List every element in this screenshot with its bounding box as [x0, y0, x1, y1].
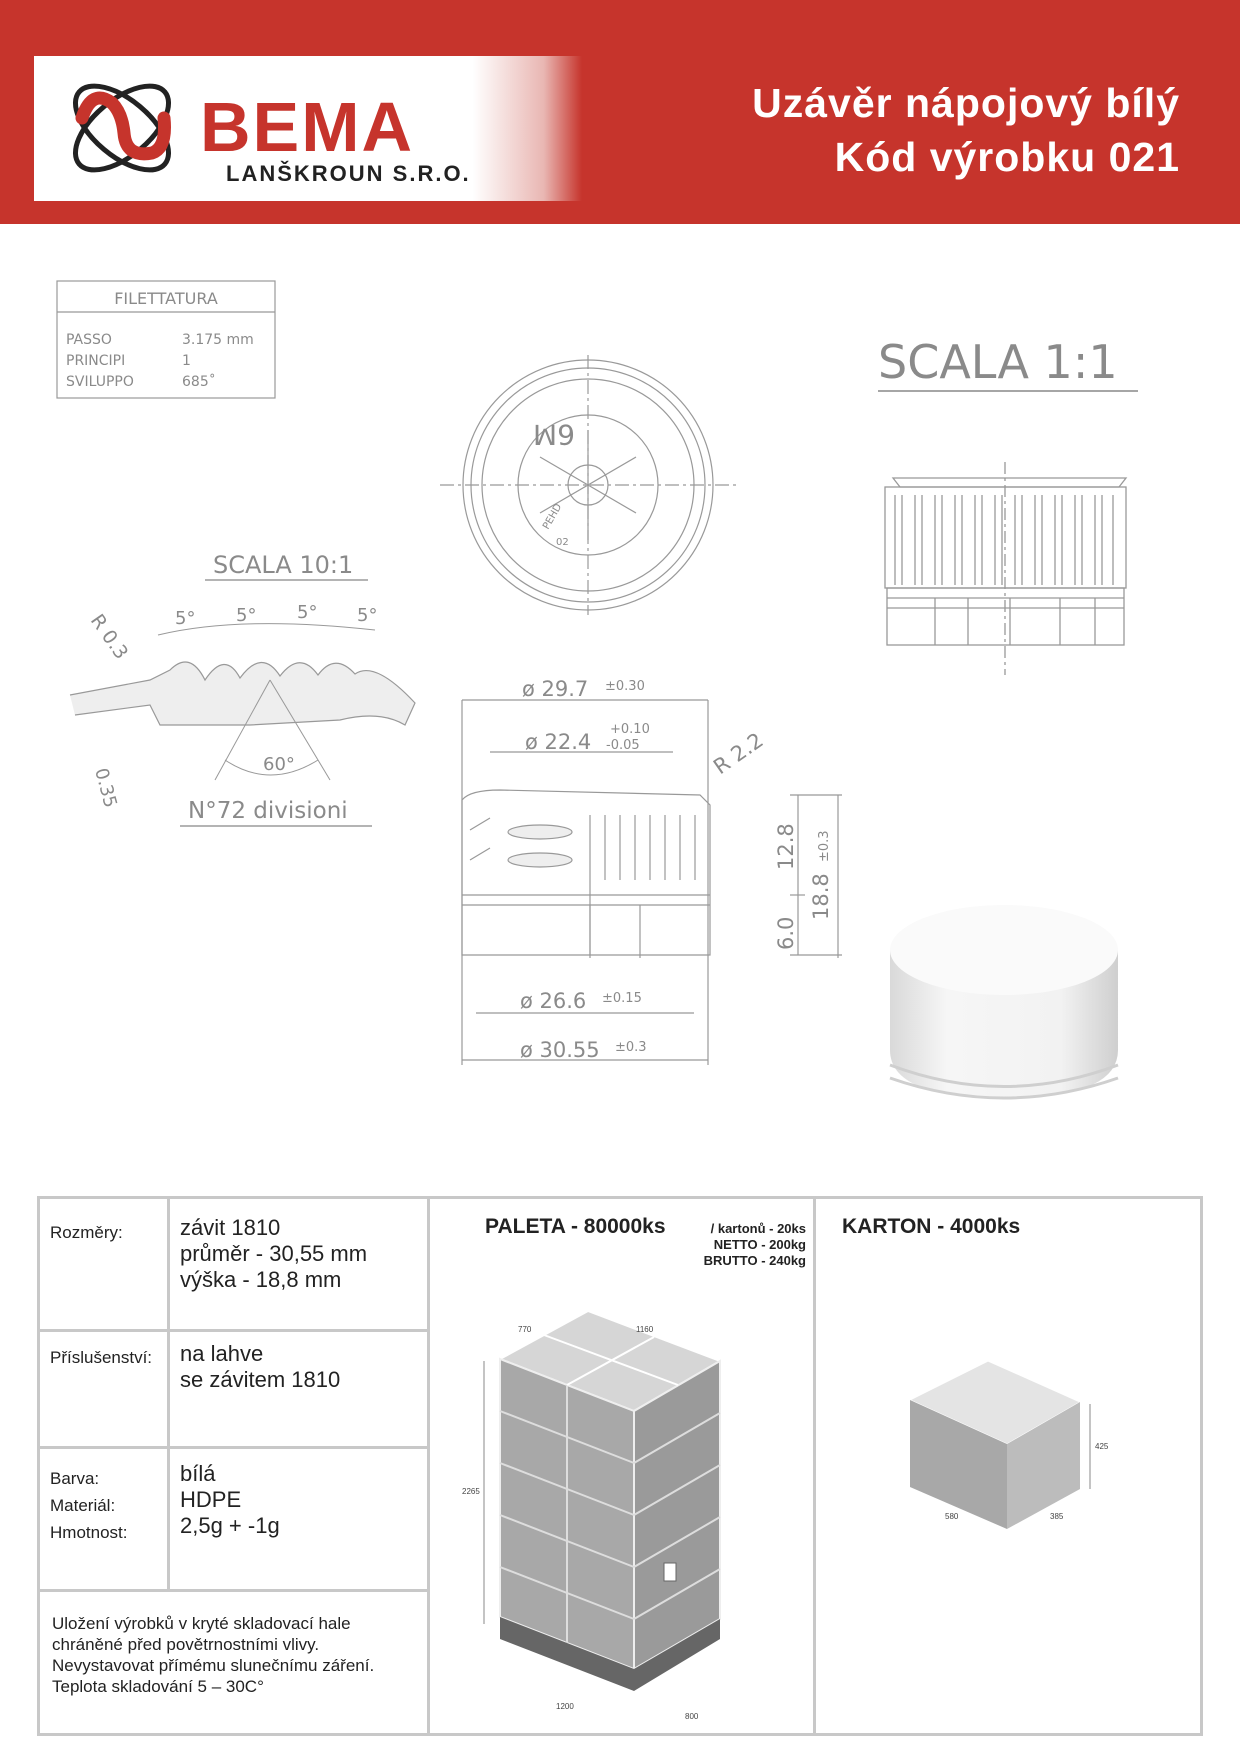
bema-emblem-icon — [52, 58, 192, 198]
detail-radius-top: R 0.3 — [85, 610, 133, 664]
barva-label: Barva: — [50, 1469, 100, 1488]
storage-line: Nevystavovat přímému slunečnímu záření. — [52, 1656, 375, 1675]
material-label: Materiál: — [50, 1496, 116, 1515]
cap-side-view — [885, 462, 1126, 675]
dim-height-total: 18.8 — [809, 873, 833, 920]
company-logo — [34, 56, 582, 201]
dim-inner: ø 22.4 — [525, 730, 592, 754]
cap-top-view — [440, 355, 736, 615]
storage-line: Uložení výrobků v kryté skladovací hale — [52, 1614, 351, 1633]
paleta-note: NETTO - 200kg — [713, 1237, 806, 1252]
pallet-illustration — [440, 1299, 800, 1729]
karton-dim-height: 425 — [1095, 1442, 1109, 1451]
scale-main-label: SCALA 1:1 — [878, 335, 1118, 389]
filettatura-principi-value: 1 — [182, 353, 191, 369]
brand-subtitle: LANŠKROUN S.R.O. — [226, 161, 471, 186]
filettatura-title: FILETTATURA — [114, 289, 218, 308]
detail-offset: 0.35 — [90, 765, 121, 811]
detail-divisions: N°72 divisioni — [188, 798, 348, 824]
cap-mark-material: PEHD — [541, 502, 565, 532]
paleta-dim-bottom-left: 1200 — [556, 1702, 574, 1711]
product-title: Uzávěr nápojový bílý — [752, 80, 1180, 126]
thread-detail — [70, 551, 415, 826]
filettatura-table — [57, 281, 275, 398]
hmotnost-label: Hmotnost: — [50, 1523, 128, 1542]
detail-angle-2: 5° — [236, 605, 257, 626]
filettatura-passo-label: PASSO — [66, 332, 112, 348]
karton-dim-left: 580 — [945, 1512, 959, 1521]
dim-height-band: 6.0 — [774, 916, 798, 950]
rozmery-value: výška - 18,8 mm — [180, 1267, 342, 1292]
paleta-notes — [680, 1221, 806, 1269]
dim-band-tol: ±0.15 — [602, 991, 642, 1006]
hmotnost-value: 2,5g + -1g — [180, 1513, 280, 1538]
rozmery-value: průměr - 30,55 mm — [180, 1241, 368, 1266]
detail-angle-1: 5° — [175, 608, 196, 629]
detail-angle-4: 5° — [357, 605, 378, 626]
dim-inner-tol-minus: -0.05 — [606, 738, 640, 753]
product-code: Kód výrobku 021 — [834, 134, 1180, 180]
cap-section-view — [462, 700, 842, 1065]
section-dimension-labels — [520, 677, 833, 1062]
detail-angle-bottom: 60° — [263, 754, 295, 775]
paleta-dim-top-left: 770 — [518, 1325, 532, 1334]
props-values — [180, 1461, 280, 1539]
rozmery-label: Rozměry: — [50, 1223, 123, 1242]
dim-outer-top: ø 29.7 — [522, 677, 589, 701]
paleta-dim-height: 2265 — [462, 1487, 480, 1496]
dim-inner-tol-plus: +0.10 — [610, 722, 650, 737]
technical-drawing — [0, 224, 1240, 1184]
prislusenstvi-values — [180, 1341, 340, 1393]
dim-radius: R 2.2 — [709, 728, 768, 780]
paleta-dim-top-right: 1160 — [636, 1325, 654, 1334]
brand-name: BEMA — [200, 88, 415, 166]
karton-dim-right: 385 — [1050, 1512, 1064, 1521]
cap-mark-code: 6M — [533, 418, 575, 451]
filettatura-passo-value: 3.175 mm — [182, 332, 254, 348]
paleta-note: / kartonů - 20ks — [710, 1221, 806, 1236]
spec-table — [37, 1196, 1203, 1736]
rozmery-values — [180, 1215, 367, 1293]
props-labels — [50, 1465, 127, 1546]
dim-total: ø 30.55 — [520, 1038, 600, 1062]
dim-outer-top-tol: ±0.30 — [605, 679, 645, 694]
cap-mark-recycle: 02 — [556, 537, 569, 548]
paleta-note: BRUTTO - 240kg — [703, 1253, 806, 1268]
storage-line: chráněné před povětrnostními vlivy. — [52, 1635, 320, 1654]
header-band — [0, 0, 1240, 224]
storage-line: Teplota skladování 5 – 30C° — [52, 1677, 264, 1696]
karton-title: KARTON - 4000ks — [842, 1215, 1021, 1238]
cap-photo — [890, 905, 1118, 1098]
scale-detail-label: SCALA 10:1 — [213, 551, 354, 579]
material-value: HDPE — [180, 1487, 242, 1512]
dim-band: ø 26.6 — [520, 989, 587, 1013]
prislusenstvi-label: Příslušenství: — [50, 1348, 153, 1367]
prislusenstvi-value: se závitem 1810 — [180, 1367, 341, 1392]
storage-note — [52, 1613, 374, 1697]
prislusenstvi-value: na lahve — [180, 1341, 264, 1366]
detail-angle-3: 5° — [297, 602, 318, 623]
carton-illustration — [900, 1349, 1180, 1559]
filettatura-principi-label: PRINCIPI — [66, 353, 126, 369]
filettatura-sviluppo-value: 685˚ — [182, 374, 216, 390]
dim-height-total-tol: ±0.3 — [817, 830, 832, 862]
paleta-title: PALETA - 80000ks — [485, 1215, 666, 1238]
paleta-dim-bottom-right: 800 — [685, 1712, 699, 1721]
dim-total-tol: ±0.3 — [615, 1040, 647, 1055]
dim-height-top: 12.8 — [774, 823, 798, 870]
filettatura-sviluppo-label: SVILUPPO — [66, 374, 134, 390]
barva-value: bílá — [180, 1461, 216, 1486]
rozmery-value: závit 1810 — [180, 1215, 281, 1240]
